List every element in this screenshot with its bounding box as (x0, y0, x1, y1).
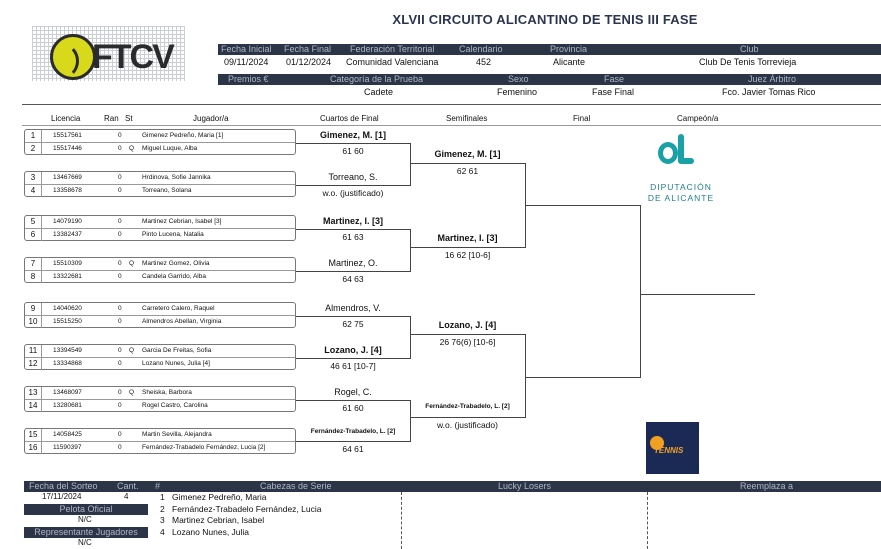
player-license: 14079190 (53, 218, 82, 225)
player-name: Martinez Gomez, Olivia (142, 260, 210, 267)
player-rank: 0 (118, 318, 122, 325)
player-rank: 0 (118, 187, 122, 194)
player-row (25, 358, 295, 370)
seed-name: Fernández-Trabadelo Fernández, Lucia (172, 503, 322, 514)
player-name: Sheiska, Barbora (142, 389, 192, 396)
footer-rep-value: N/C (78, 538, 92, 547)
player-seed: 1 (25, 130, 42, 142)
player-rank: 0 (118, 347, 122, 354)
label-fecha-inicial: Fecha Inicial (221, 44, 272, 54)
footer-count: 4 (124, 492, 129, 501)
player-license: 15517561 (53, 132, 82, 139)
player-seed: 15 (25, 429, 42, 441)
logo-text: FTCV (92, 38, 173, 76)
col-final: Final (573, 114, 591, 123)
footer-draw-date: 17/11/2024 (42, 492, 82, 501)
footer-divider-1 (401, 492, 402, 549)
sf-score: 16 62 [10-6] (444, 250, 491, 260)
player-name: Pinto Lucena, Natalia (142, 231, 204, 238)
qf-winner-line (296, 358, 410, 359)
player-seed: 13 (25, 387, 42, 399)
player-rank: 0 (118, 145, 122, 152)
player-name: Garcia De Freitas, Sofia (142, 347, 212, 354)
player-license: 13280681 (53, 402, 82, 409)
player-row (25, 143, 295, 155)
player-seed: 8 (25, 271, 42, 283)
label-fecha-final: Fecha Final (284, 44, 332, 54)
match-box (24, 386, 296, 412)
label-calendario: Calendario (459, 44, 503, 54)
header-bar-1 (218, 44, 881, 55)
player-status: Q (129, 260, 135, 267)
seed-number: 1 (160, 492, 165, 502)
sf-winner: Fernández-Trabadelo, L. [2] (425, 403, 510, 410)
seed-number: 3 (160, 515, 165, 525)
sf-winner: Martinez, I. [3] (437, 233, 498, 243)
qf-score: 62 75 (342, 319, 364, 329)
sf-winner-line (410, 247, 525, 248)
player-rank: 0 (118, 402, 122, 409)
qf-winner-line (296, 441, 410, 442)
footer-label-lucky: Lucky Losers (498, 481, 552, 491)
diputacion-alicante-logo-icon (658, 142, 678, 164)
footer-ball-value: N/C (78, 515, 92, 524)
player-seed: 3 (25, 172, 42, 184)
player-rank: 0 (118, 260, 122, 267)
player-status: Q (129, 145, 135, 152)
match-box (24, 428, 296, 454)
footer-label-cant: Cant. (117, 481, 139, 491)
match-box (24, 344, 296, 370)
footer-label-num: # (155, 481, 161, 491)
ftcv-logo (32, 26, 185, 81)
player-row (25, 429, 295, 442)
qf-winner-line (296, 316, 410, 317)
player-license: 13358678 (53, 187, 82, 194)
player-row (25, 400, 295, 412)
sf-score: 26 76(6) [10-6] (439, 337, 496, 347)
sf-winner: Lozano, J. [4] (438, 320, 497, 330)
header-rule-2 (22, 125, 881, 126)
player-name: Miguel Luque, Alba (142, 145, 198, 152)
logo-tail-shape (682, 158, 694, 164)
sponsor-line2: DE ALICANTE (647, 193, 715, 203)
qf-winner-line (296, 229, 410, 230)
qf-score: w.o. (justificado) (322, 188, 384, 198)
footer-divider-2 (647, 492, 648, 549)
col-ran: Ran (104, 114, 119, 123)
player-rank: 0 (118, 132, 122, 139)
label-categoria: Categoría de la Prueba (330, 74, 424, 84)
player-row (25, 271, 295, 283)
player-row (25, 130, 295, 143)
col-jugador: Jugador/a (193, 114, 229, 123)
qf-winner: Almendros, V. (325, 303, 381, 313)
player-seed: 11 (25, 345, 42, 357)
player-row (25, 345, 295, 358)
player-license: 14058425 (53, 431, 82, 438)
match-box (24, 257, 296, 283)
player-row (25, 303, 295, 316)
sf-winner-line (410, 163, 525, 164)
player-seed: 5 (25, 216, 42, 228)
player-license: 15510309 (53, 260, 82, 267)
player-row (25, 258, 295, 271)
m1-tennis-logo (646, 422, 699, 474)
seed-name: Gimenez Pedreño, Maria (172, 492, 267, 502)
footer-rep-label: Representante Jugadores (24, 527, 148, 538)
player-license: 13467669 (53, 174, 82, 181)
qf-winner: Fernández-Trabadelo, L. [2] (310, 428, 396, 435)
seed-number: 2 (160, 503, 165, 514)
player-row (25, 185, 295, 197)
player-rank: 0 (118, 431, 122, 438)
player-name: Martinez Cebrian, Isabel [3] (142, 218, 222, 225)
label-fase: Fase (604, 74, 625, 84)
player-rank: 0 (118, 389, 122, 396)
player-seed: 10 (25, 316, 42, 328)
player-license: 14040620 (53, 305, 82, 312)
qf-winner: Gimenez, M. [1] (319, 130, 386, 140)
player-name: Lozano Nunes, Julia [4] (142, 360, 210, 367)
player-name: Rogel Castro, Carolina (142, 402, 208, 409)
sf-connector (525, 334, 526, 418)
player-license: 15517446 (53, 145, 82, 152)
final-connector (640, 205, 641, 378)
player-name: Martin Sevilla, Alejandra (142, 431, 212, 438)
col-licencia: Licencia (51, 114, 81, 123)
player-row (25, 316, 295, 328)
seed-name: Lozano Nunes, Julia (172, 526, 250, 537)
qf-winner: Lozano, J. [4] (324, 345, 382, 355)
diputacion-alicante-logo (647, 130, 722, 205)
footer-label-fecha: Fecha del Sorteo (29, 481, 98, 491)
value-juez: Fco. Javier Tomas Rico (722, 87, 816, 97)
header-rule (22, 104, 881, 105)
match-box (24, 215, 296, 241)
player-status: Q (129, 389, 135, 396)
page-title: XLVII CIRCUITO ALICANTINO DE TENIS III FASE (392, 12, 698, 27)
player-name: Almendros Abellan, Virginia (142, 318, 222, 325)
player-rank: 0 (118, 218, 122, 225)
player-name: Candela Garrido, Alba (142, 273, 206, 280)
qf-score: 64 61 (342, 444, 364, 454)
col-cuartos: Cuartos de Final (320, 114, 379, 123)
qf-winner: Torreano, S. (328, 172, 378, 182)
col-semifinales: Semifinales (446, 114, 488, 123)
player-seed: 2 (25, 143, 42, 155)
header-bar-2 (218, 74, 881, 85)
footer-label-reemplaza: Reemplaza a (740, 481, 794, 491)
seed-name: Martinez Cebrian, Isabel (172, 515, 265, 525)
footer-ball-label: Pelota Oficial (24, 504, 148, 515)
match-box (24, 171, 296, 197)
player-seed: 14 (25, 400, 42, 412)
player-name: Torreano, Solana (142, 187, 192, 194)
final-line-top (525, 205, 640, 206)
player-license: 13382437 (53, 231, 82, 238)
player-name: Fernández-Trabadelo Fernández, Lucia [2] (142, 444, 266, 451)
qf-winner-line (296, 271, 410, 272)
player-rank: 0 (118, 360, 122, 367)
qf-score: 64 63 (342, 274, 364, 284)
player-seed: 6 (25, 229, 42, 241)
value-fase: Fase Final (592, 87, 635, 97)
col-campeon: Campeón/a (677, 114, 719, 123)
label-sexo: Sexo (508, 74, 529, 84)
player-rank: 0 (118, 174, 122, 181)
player-seed: 16 (25, 442, 42, 454)
player-license: 13394549 (53, 347, 82, 354)
player-seed: 12 (25, 358, 42, 370)
player-seed: 7 (25, 258, 42, 270)
sponsor-line1: DIPUTACIÓN (650, 182, 712, 192)
qf-winner-line (296, 185, 410, 186)
player-seed: 9 (25, 303, 42, 315)
player-row (25, 216, 295, 229)
qf-score: 61 63 (342, 232, 364, 242)
qf-winner: Martinez, O. (328, 258, 378, 268)
sf-winner: Gimenez, M. [1] (434, 149, 501, 159)
player-row (25, 442, 295, 454)
player-seed: 4 (25, 185, 42, 197)
label-provincia: Provincia (550, 44, 588, 54)
sf-score: 62 61 (456, 166, 479, 176)
qf-winner-line (296, 400, 410, 401)
value-calendario: 452 (476, 57, 492, 67)
qf-score: 61 60 (342, 403, 364, 413)
player-rank: 0 (118, 305, 122, 312)
player-rank: 0 (118, 444, 122, 451)
champion-line (640, 294, 755, 295)
sponsor2-text: TENNIS (654, 446, 684, 455)
label-federacion: Federación Territorial (350, 44, 435, 54)
value-provincia: Alicante (553, 57, 586, 67)
value-club: Club De Tenis Torrevieja (699, 57, 797, 67)
player-rank: 0 (118, 231, 122, 238)
player-name: Gimenez Pedreño, Maria [1] (142, 132, 224, 139)
label-juez: Juez Árbitro (748, 74, 797, 84)
qf-score: 46 61 [10-7] (330, 361, 376, 371)
col-st: St (125, 114, 133, 123)
player-row (25, 172, 295, 185)
sf-winner-line (410, 417, 525, 418)
player-license: 13322681 (53, 273, 82, 280)
player-row (25, 387, 295, 400)
player-row (25, 229, 295, 241)
final-line-bottom (525, 377, 640, 378)
player-license: 13468097 (53, 389, 82, 396)
sf-winner-line (410, 334, 525, 335)
value-categoria: Cadete (364, 87, 394, 97)
player-rank: 0 (118, 273, 122, 280)
qf-winner-line (296, 143, 410, 144)
label-club: Club (740, 44, 759, 54)
player-name: Carretero Calero, Raquel (142, 305, 215, 312)
value-sexo: Femenino (497, 87, 538, 97)
value-fecha-final: 01/12/2024 (286, 57, 332, 67)
tennis-ball-logo-icon (50, 34, 96, 80)
seed-number: 4 (160, 526, 165, 537)
player-name: Hrdinova, Sofie Jannika (142, 174, 211, 181)
qf-winner: Martinez, I. [3] (322, 216, 383, 226)
qf-score: 61 60 (342, 146, 364, 156)
player-status: Q (129, 347, 135, 354)
match-box (24, 302, 296, 328)
value-federacion: Comunidad Valenciana (346, 57, 439, 67)
player-license: 15515250 (53, 318, 82, 325)
label-premios: Premios € (228, 74, 269, 84)
qf-winner: Rogel, C. (334, 387, 372, 397)
player-license: 11590397 (53, 444, 82, 451)
match-box (24, 129, 296, 155)
value-fecha-inicial: 09/11/2024 (224, 57, 269, 67)
footer-label-cabezas: Cabezas de Serie (260, 481, 332, 491)
player-license: 13334868 (53, 360, 82, 367)
sf-score: w.o. (justificado) (437, 420, 498, 430)
footer-bar (24, 481, 881, 492)
